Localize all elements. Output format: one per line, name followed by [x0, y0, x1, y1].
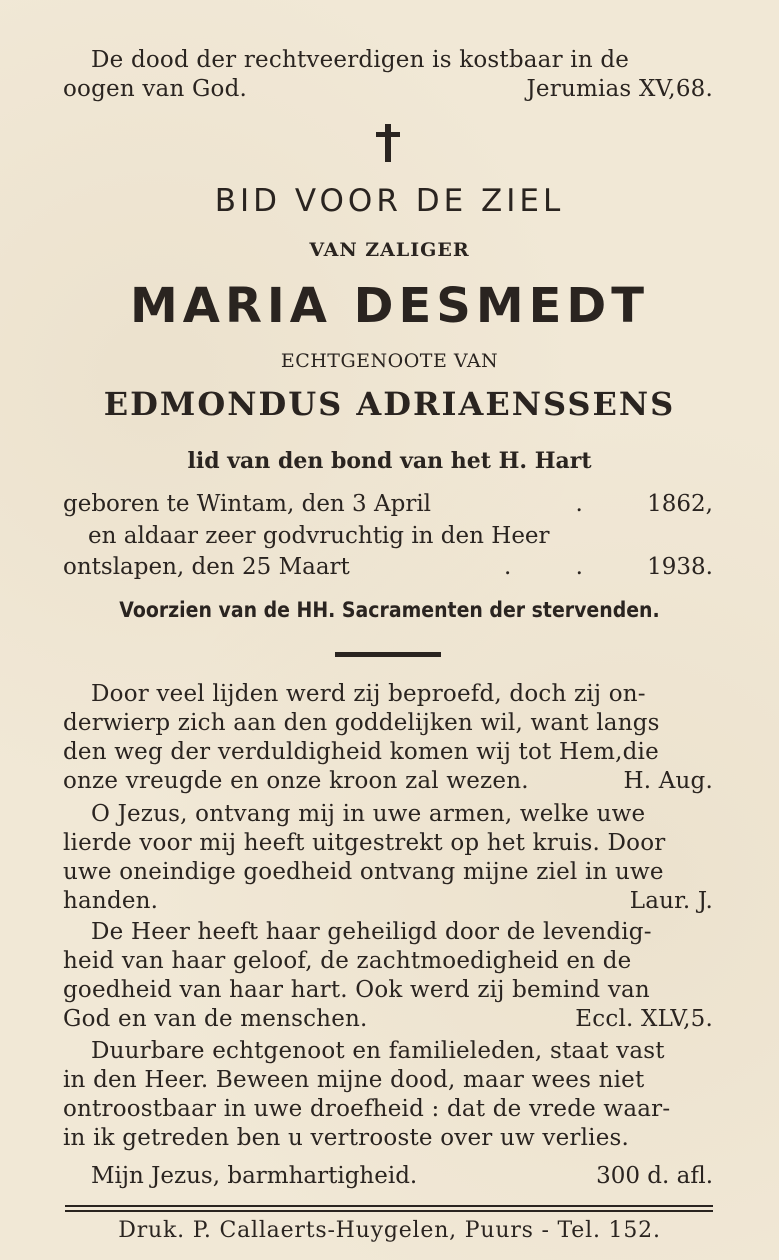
death-year: 1938. [647, 554, 713, 580]
paragraph-1: Door veel lijden werd zij beproefd, doch zij on- derwierp zich aan den goddelijken wil, want langs den weg der verduldigheid komen wij tot Hem,die onze vreugde en onze kroon zal wezen. H. Aug. [63, 681, 713, 794]
birth-year: 1862, [647, 491, 713, 517]
epigraph-source: Jerumias XV,68. [526, 76, 713, 102]
epigraph-line-2: oogen van God. Jerumias XV,68. [63, 76, 713, 102]
paragraph-1-source: H. Aug. [623, 768, 713, 794]
printer-line: Druk. P. Callaerts-Huygelen, Puurs - Tel. 152. [118, 1218, 661, 1243]
sacraments-line: Voorzien van de HH. Sacramenten der stervenden. [119, 598, 660, 622]
paragraph-3: De Heer heeft haar geheiligd door de levendig- heid van haar geloof, de zachtmoedigheid en de goedheid van haar hart. Ook werd zij bemind van God en van de menschen. Eccl. XLV,5. [63, 919, 713, 1032]
paragraph-4: Duurbare echtgenoot en familieleden, staat vast in den Heer. Beween mijne dood, maar wees niet ontroostbaar in uwe droefheid : dat de vrede waar- in ik getreden ben u vertrooste over uw verlies. [63, 1038, 671, 1151]
membership-line: lid van den bond van het H. Hart [187, 448, 592, 474]
paragraph-3-source: Eccl. XLV,5. [575, 1006, 713, 1032]
paragraph-2: O Jezus, ontvang mij in uwe armen, welke uwe lierde voor mij heeft uitgestrekt op het kruis. Door uwe oneindige goedheid ontvang mijne ziel in uwe handen. Laur. J. [63, 801, 713, 914]
divider [335, 652, 441, 657]
indulgence-days: 300 d. afl. [596, 1163, 713, 1189]
spouse-of-label: ECHTGENOOTE VAN [280, 350, 499, 372]
middle-line: en aldaar zeer godvruchtig in den Heer [88, 523, 550, 549]
late-label: VAN ZALIGER [309, 239, 470, 261]
spouse-name: EDMONDUS ADRIAENSSENS [103, 385, 676, 423]
epigraph [63, 46, 713, 104]
bottom-rule-1 [65, 1205, 713, 1207]
birth-line: geboren te Wintam, den 3 April . 1862, [63, 491, 713, 517]
paragraph-2-source: Laur. J. [629, 888, 713, 914]
cross-icon [374, 122, 402, 164]
bottom-rule-2 [65, 1210, 713, 1212]
epigraph-line-1: De dood der rechtveerdigen is kostbaar in de [91, 47, 630, 73]
deceased-name: MARIA DESMEDT [130, 278, 649, 334]
death-line: ontslapen, den 25 Maart . . 1938. [63, 554, 713, 580]
indulgence-line: Mijn Jezus, barmhartigheid. 300 d. afl. [91, 1163, 713, 1189]
prayer-heading: BID VOOR DE ZIEL [214, 183, 565, 219]
